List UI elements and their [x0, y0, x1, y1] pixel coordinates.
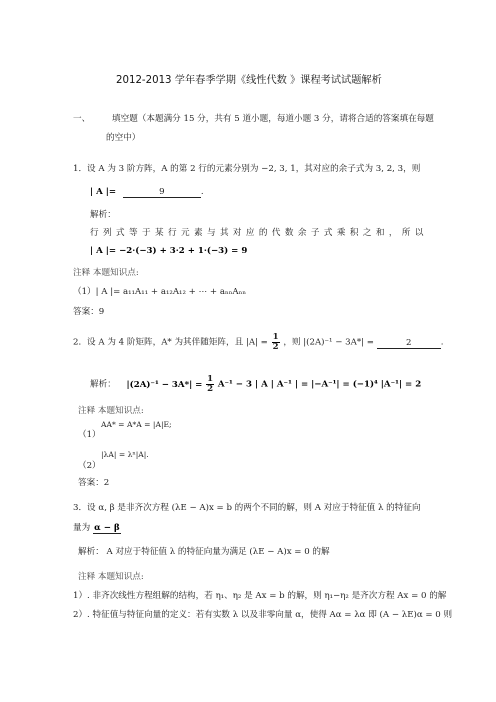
q2-stem: 2．设 A 为 4 阶矩阵，A* 为其伴随矩阵，且 |A| = $\frac{1}{2}$ ，则 |(2A)⁻¹ − 3A*| = 2 . [73, 332, 444, 352]
q1-answer: 答案：9 [73, 307, 105, 317]
section-instructions-line1: 填空题（本题满分 15 分，共有 5 道小题，每道小题 3 分，请将合适的答案填在每题 [112, 114, 434, 124]
q3-note-label: 注释 本题知识点: [78, 572, 144, 582]
q2-stem-a: 2．设 A 为 4 阶矩阵，A* 为其伴随矩阵，且 |A| = [73, 337, 268, 348]
q1-blank-prefix: | A |= [90, 187, 117, 197]
q3-knowledge-2: 2）. 特征值与特征向量的定义：若有实数 λ 以及非零向量 α，使得 Aα = λα 即 (A − λE)α = 0 则 [73, 610, 453, 620]
q1-blank-line: | A |= 9 . [90, 187, 204, 197]
q1-blank-answer: 9 [123, 187, 201, 198]
q3-stem: 3．设 α, β 是非齐次方程 (λE − A)x = b 的两个不同的解，则 A 对应于特征值 λ 的特征向 [73, 503, 421, 513]
q1-analysis-formula: | A |= −2·(−3) + 3·2 + 1·(−3) = 9 [90, 246, 248, 256]
q3-blank-prefix: 量为 [73, 523, 91, 533]
q2-knowledge-1-label: （1） [78, 430, 101, 440]
q1-note-formula: （1）| A |= a₁₁A₁₁ + a₁₂A₁₂ + ⋯ + aₙₙAₙₙ [73, 287, 247, 297]
q2-analysis [90, 375, 421, 393]
q3-stem-line2 [73, 523, 121, 534]
q3-knowledge-1: 1）. 非齐次线性方程组解的结构，若 η₁、η₂ 是 Ax = b 的解，则 η₁−η₂ 是齐次方程 Ax = 0 的解 [73, 591, 447, 601]
q1-note-label: 注释 本题知识点: [73, 268, 139, 278]
page-title: 2012-2013 学年春季学期《线性代数 》课程考试试题解析 [116, 75, 382, 86]
q2-analysis-part-a: |(2A)⁻¹ − 3A*| = [126, 379, 203, 390]
q3-analysis: 解析： A 对应于特征值 λ 的特征向量为满足 (λE − A)x = 0 的解 [78, 547, 330, 557]
q1-analysis-label: 解析： [90, 210, 116, 220]
q2-analysis-part-b: A⁻¹ − 3 | A | A⁻¹ | = |−A⁻¹| = (−1)⁴ |A⁻¹| = 2 [217, 379, 422, 390]
q2-knowledge-2-label: （2） [78, 461, 101, 471]
q1-analysis-text: 行列式等于某行元素与其对应的代数余子式乘积之和，所以 [90, 228, 428, 238]
q2-knowledge-1-formula: AA* = A*A = |A|E; [101, 420, 172, 429]
q1-stem: 1．设 A 为 3 阶方阵，A 的第 2 行的元素分别为 −2, 3, 1，其对应的余子式为 3, 2, 3，则 [73, 164, 421, 174]
q2-stem-b: ，则 |(2A)⁻¹ − 3A*| = [283, 337, 374, 348]
q2-note-label: 注释 本题知识点: [78, 406, 144, 416]
q2-analysis-label: 解析： [90, 379, 116, 390]
q2-knowledge-2-formula: |λA| = λⁿ|A|. [101, 450, 149, 459]
q3-blank-answer: α − β [94, 523, 120, 533]
q2-answer: 答案：2 [78, 478, 110, 488]
q2-fraction: $\frac{1}{2}$ [272, 332, 279, 352]
q2-blank-answer: 2 [377, 338, 441, 349]
q2-analysis-fraction: $\frac{1}{2}$ [207, 374, 214, 394]
section-instructions-line2: 的空中） [106, 133, 141, 143]
section-number: 一、 [73, 114, 91, 124]
